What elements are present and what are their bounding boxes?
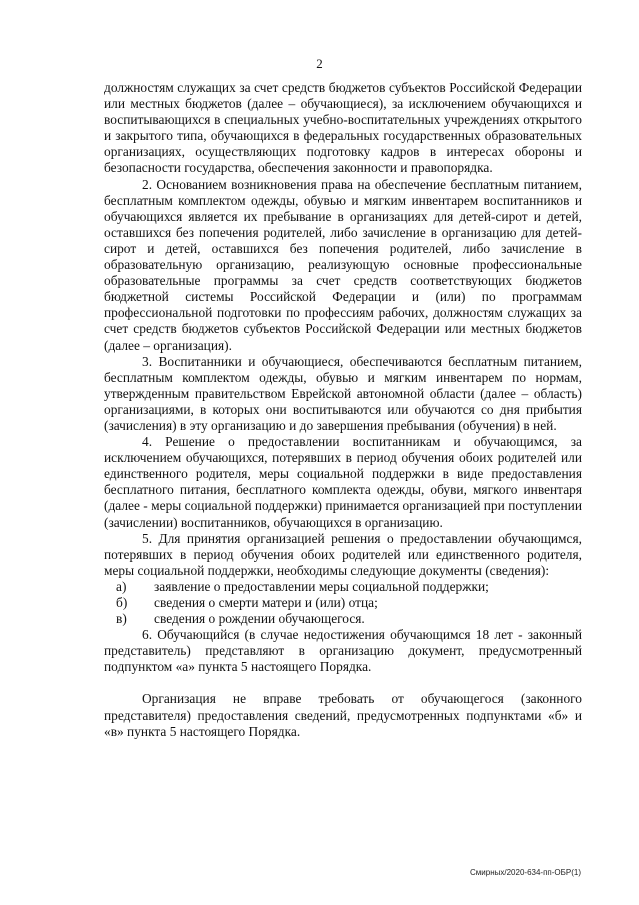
list-item	[104, 611, 582, 627]
list-item-text: сведения о смерти матери и (или) отца;	[154, 595, 378, 610]
list-item-marker: в)	[116, 611, 127, 627]
list-item-marker: б)	[116, 595, 128, 610]
paragraph: 2. Основанием возникновения права на обеспечение бесплатным питанием, бесплатным комплектом одежды, обувью и мягким инвентарем воспитанников и обучающихся является их пребывание в организациях для детей-сирот и детей, оставшихся без попечения родителей, либо зачисление в организацию для детей-сирот и детей, оставшихся без попечения родителей, либо зачисление в образовательную организацию, реализующую основные профессиональные образовательные программы за счет средств соответствующих бюджетов бюджетной системы Российской Федерации и (или) по программам профессиональной подготовки по профессиям рабочих, должностям служащих за счет средств бюджетов субъектов Российской Федерации или местных бюджетов (далее – организация).	[104, 176, 582, 353]
paragraph: 3. Воспитанники и обучающиеся, обеспечиваются бесплатным питанием, бесплатным комплектом одежды, обувью и мягким инвентарем по нормам, утвержденным правительством Еврейской автономной области (далее – область) организациями, в которых они воспитываются или обучаются со дня прибытия (зачисления) в эту организацию и до завершения пребывания (обучения) в ней.	[104, 353, 582, 433]
list-item	[104, 595, 582, 611]
paragraph: 5. Для принятия организацией решения о предоставлении обучающимся, потерявших в период обучения обоих родителей или единственного родителя, меры социальной поддержки, необходимы следующие документы (сведения):	[104, 530, 582, 578]
paragraph: 6. Обучающийся (в случае недостижения обучающимся 18 лет - законный представитель) представляют в организацию документ, предусмотренный подпунктом «а» пункта 5 настоящего Порядка.	[104, 627, 582, 675]
paragraph: 4. Решение о предоставлении воспитанникам и обучающимся, за исключением обучающихся, потерявших в период обучения обоих родителей или единственного родителя, меры социальной поддержки в виде предоставления бесплатного питания, бесплатного комплекта одежды, обуви, мягкого инвентаря (далее - меры социальной поддержки) принимается организацией при поступлении (зачислении) воспитанников, обучающихся в организацию.	[104, 434, 582, 530]
documents-list	[104, 579, 582, 627]
list-item-text: сведения о рождении обучающегося.	[154, 611, 365, 627]
document-body	[104, 80, 582, 740]
paragraph: должностям служащих за счет средств бюджетов субъектов Российской Федерации или местных бюджетов (далее – обучающиеся), за исключением обучающихся и воспитывающихся в специальных учебно-воспитательных учреждениях открытого и закрытого типа, обучающихся в федеральных государственных образовательных организациях, осуществляющих подготовку кадров в интересах обороны и безопасности государства, обеспечения законности и правопорядка.	[104, 80, 582, 176]
list-item-text: заявление о предоставлении меры социальной поддержки;	[154, 578, 489, 594]
list-item-marker: а)	[116, 578, 127, 594]
list-item	[104, 579, 582, 595]
paragraph: Организация не вправе требовать от обучающегося (законного представителя) предоставления сведений, предусмотренных подпунктами «б» и «в» пункта 5 настоящего Порядка.	[104, 691, 582, 739]
page-number: 2	[316, 56, 323, 71]
document-registration-code: Смирных/2020-634-пп-ОБР(1)	[470, 868, 581, 877]
